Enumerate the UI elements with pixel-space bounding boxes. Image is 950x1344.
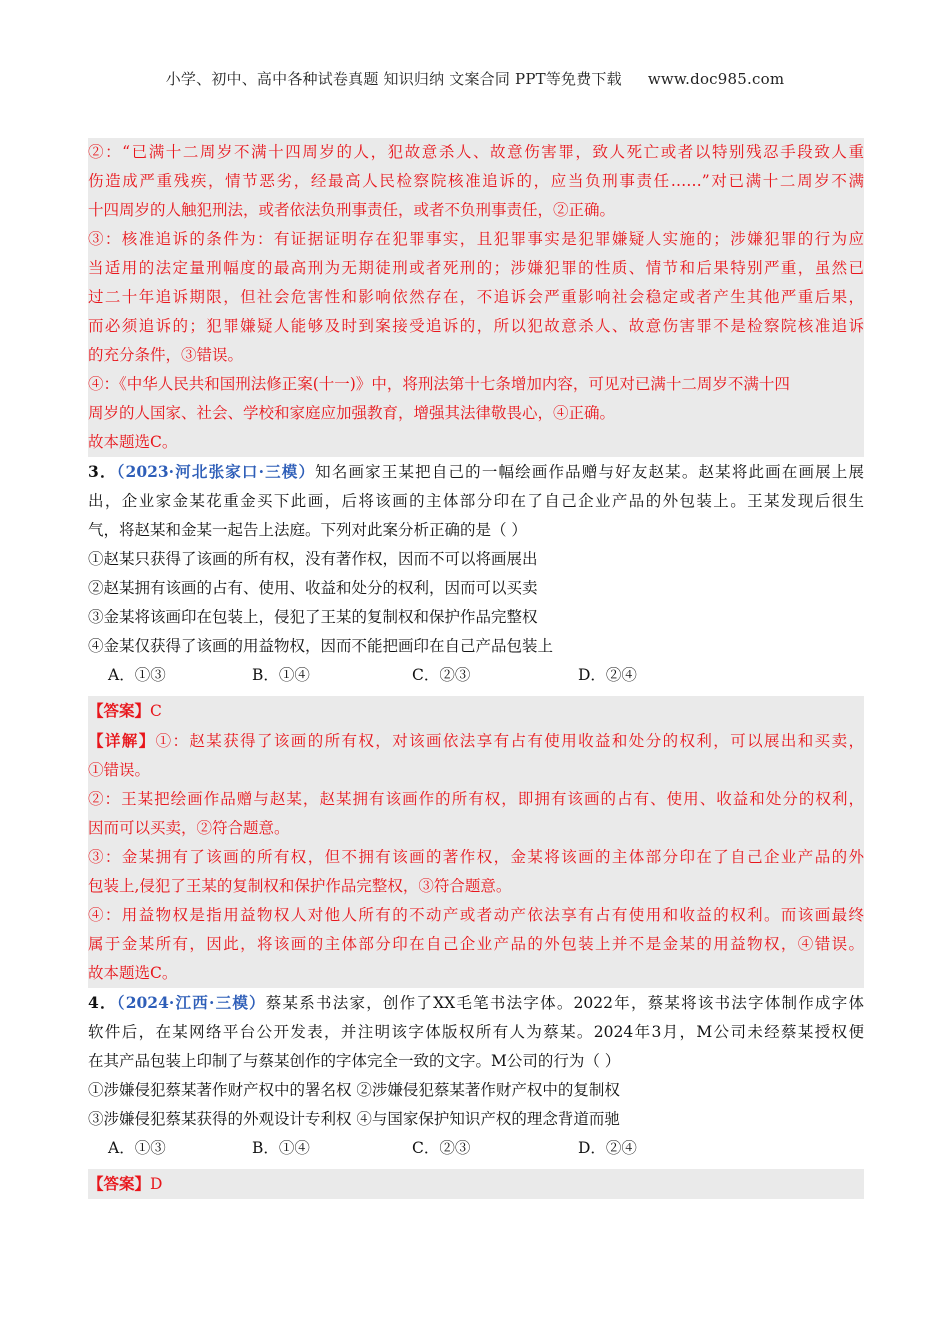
answer-options xyxy=(88,661,864,690)
question-source: （2024·江西·三模） xyxy=(116,993,266,1012)
option-c[interactable]: C．②③ xyxy=(412,666,471,684)
explanation-line: 伤造成严重残疾，情节恶劣，经最高人民检察院核准追诉的，应当负刑事责任……”对已满十二周岁不满 xyxy=(88,172,864,190)
detail-line: 因而可以买卖，②符合题意。 xyxy=(88,819,290,837)
detail-line: 属于金某所有，因此，将该画的主体部分印在自己企业产品的外包装上并不是金某的用益物权，④错误。 xyxy=(88,935,864,953)
answer-options xyxy=(88,1134,864,1163)
explanation-line: 周岁的人国家、社会、学校和家庭应加强教育，增强其法律敬畏心，④正确。 xyxy=(88,404,616,422)
explanation-line: 当适用的法定量刑幅度的最高刑为无期徒刑或者死刑的；涉嫌犯罪的性质、情节和后果特别严重，虽然已 xyxy=(88,259,864,277)
answer-label: 【答案】 xyxy=(88,701,151,720)
explanation-line: ③：核准追诉的条件为：有证据证明存在犯罪事实，且犯罪事实是犯罪嫌疑人实施的；涉嫌犯罪的行为应 xyxy=(88,230,864,248)
header-url[interactable]: www.doc985.com xyxy=(647,70,785,88)
detail-line: ①错误。 xyxy=(88,761,151,779)
question-stem-line xyxy=(88,988,864,1018)
question-number: 4． xyxy=(88,993,117,1012)
option-d[interactable]: D．②④ xyxy=(578,666,637,684)
option-a[interactable]: A．①③ xyxy=(108,666,166,684)
detail-line: 包装上,侵犯了王某的复制权和保护作品完整权，③符合题意。 xyxy=(88,877,512,895)
answer-line xyxy=(88,696,864,726)
option-a[interactable]: A．①③ xyxy=(108,1139,166,1157)
explanation-line: 而必须追诉的；犯罪嫌疑人能够及时到案接受追诉的，所以犯故意杀人、故意伤害罪不是检察院核准追诉 xyxy=(88,317,864,335)
prev-explanation xyxy=(88,138,864,457)
detail-line xyxy=(88,726,864,756)
header-tagline: 小学、初中、高中各种试卷真题 知识归纳 文案合同 PPT等免费下载 xyxy=(165,70,622,88)
detail-label: 【详解】 xyxy=(88,731,156,750)
detail-text: ①：赵某获得了该画的所有权，对该画依法享有占有使用收益和处分的权利，可以展出和买卖， xyxy=(155,732,864,750)
statement: ②赵某拥有该画的占有、使用、收益和处分的权利，因而可以买卖 xyxy=(88,579,538,597)
detail-line: ③：金某拥有了该画的所有权，但不拥有该画的著作权，金某将该画的主体部分印在了自己企业产品的外 xyxy=(88,848,864,866)
question-stem-text: 蔡某系书法家，创作了XX毛笔书法字体。2022年，蔡某将该书法字体制作成字体 xyxy=(265,994,864,1012)
question-stem-line: 在其产品包装上印制了与蔡某创作的字体完全一致的文字。M公司的行为（ ） xyxy=(88,1052,621,1070)
statement: ①赵某只获得了该画的所有权，没有著作权，因而不可以将画展出 xyxy=(88,550,538,568)
explanation-line: 过二十年追诉期限，但社会危害性和影响依然存在，不追诉会严重影响社会稳定或者产生其他严重后果， xyxy=(88,288,864,306)
answer-value: D xyxy=(150,1175,163,1193)
explanation-line: 的充分条件，③错误。 xyxy=(88,346,244,364)
question-source: （2023·河北张家口·三模） xyxy=(116,462,316,481)
detail-line: ②：王某把绘画作品赠与赵某，赵某拥有该画作的所有权，即拥有该画的占有、使用、收益和处分的权利， xyxy=(88,790,864,808)
statement: ③涉嫌侵犯蔡某获得的外观设计专利权 ④与国家保护知识产权的理念背道而驰 xyxy=(88,1110,620,1128)
statement: ①涉嫌侵犯蔡某著作财产权中的署名权 ②涉嫌侵犯蔡某著作财产权中的复制权 xyxy=(88,1081,620,1099)
question-number: 3． xyxy=(88,462,117,481)
question-stem-text: 知名画家王某把自己的一幅绘画作品赠与好友赵某。赵某将此画在画展上展 xyxy=(315,463,864,481)
answer-value: C xyxy=(150,702,162,720)
explanation-line: 十四周岁的人触犯刑法，或者依法负刑事责任，或者不负刑事责任，②正确。 xyxy=(88,201,616,219)
explanation-line: ②：“已满十二周岁不满十四周岁的人，犯故意杀人、故意伤害罪，致人死亡或者以特别残忍手段致人重 xyxy=(88,143,864,161)
detail-line: ④：用益物权是指用益物权人对他人所有的不动产或者动产依法享有占有使用和收益的权利。而该画最终 xyxy=(88,906,864,924)
q4-answer-block xyxy=(88,1169,864,1199)
explanation-conclusion: 故本题选C。 xyxy=(88,433,178,451)
question-stem-line: 气，将赵某和金某一起告上法庭。下列对此案分析正确的是（ ） xyxy=(88,521,527,539)
question-stem-line: 软件后，在某网络平台公开发表，并注明该字体版权所有人为蔡某。2024年3月，M公司未经蔡某授权便 xyxy=(88,1023,864,1041)
answer-label: 【答案】 xyxy=(88,1174,151,1193)
question-stem-line xyxy=(88,457,864,487)
statement: ③金某将该画印在包装上，侵犯了王某的复制权和保护作品完整权 xyxy=(88,608,538,626)
detail-line: 故本题选C。 xyxy=(88,964,178,982)
answer-line xyxy=(88,1169,864,1199)
option-b[interactable]: B．①④ xyxy=(252,1139,310,1157)
question-4 xyxy=(88,988,864,1199)
explanation-line: ④：《中华人民共和国刑法修正案(十一)》中，将刑法第十七条增加内容，可见对已满十二周岁不满十四 xyxy=(88,375,790,393)
option-c[interactable]: C．②③ xyxy=(412,1139,471,1157)
question-3 xyxy=(88,457,864,988)
document-body xyxy=(88,138,864,1199)
q3-answer-block xyxy=(88,696,864,988)
question-stem-line: 出，企业家金某花重金买下此画，后将该画的主体部分印在了自己企业产品的外包装上。王某发现后很生 xyxy=(88,492,864,510)
statement: ④金某仅获得了该画的用益物权，因而不能把画印在自己产品包装上 xyxy=(88,637,554,655)
option-d[interactable]: D．②④ xyxy=(578,1139,637,1157)
page-header xyxy=(0,68,950,89)
option-b[interactable]: B．①④ xyxy=(252,666,310,684)
